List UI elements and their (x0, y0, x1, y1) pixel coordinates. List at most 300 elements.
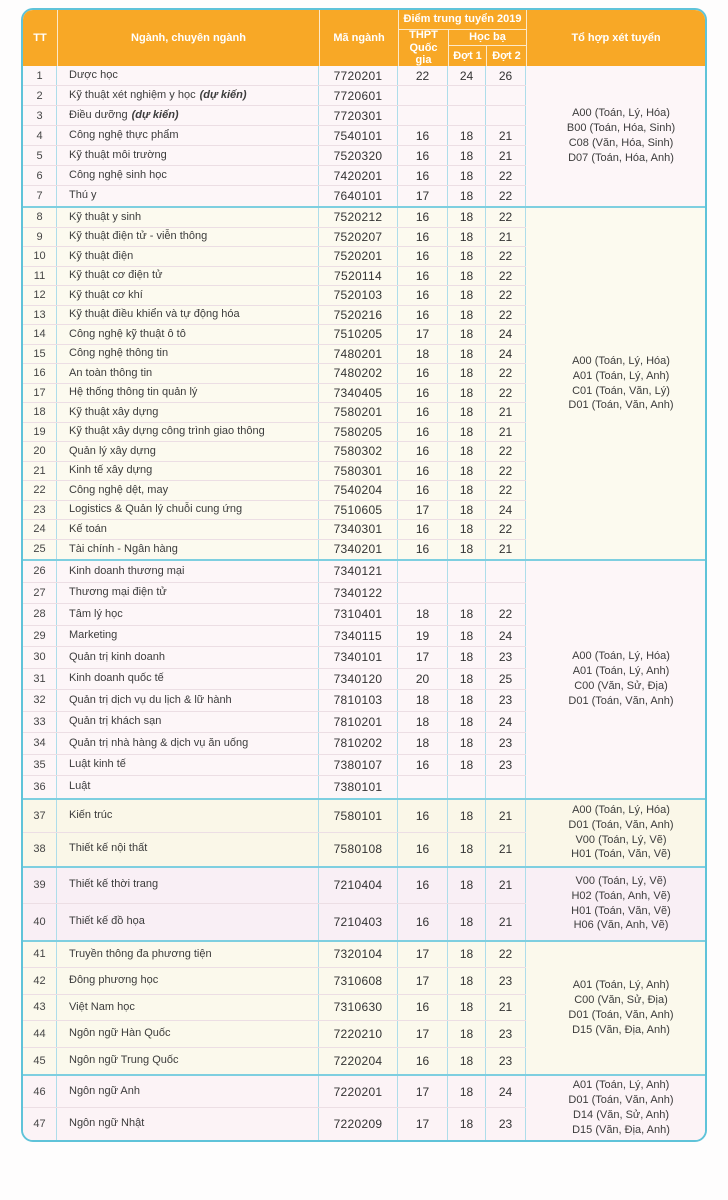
row-number: 41 (23, 942, 57, 968)
row-number: 44 (23, 1021, 57, 1047)
score-thpt: 17 (398, 647, 448, 668)
combo-item: H06 (Văn, Anh, Vẽ) (573, 919, 669, 932)
major-name-cell (57, 186, 319, 206)
row-number: 43 (23, 995, 57, 1021)
score-hocba-dot2: 24 (486, 345, 526, 364)
major-name-cell (57, 604, 319, 625)
table-row (23, 1021, 526, 1048)
major-code: 7310630 (319, 995, 398, 1021)
major-code: 7540204 (319, 481, 398, 500)
major-group-rows (23, 868, 526, 940)
major-name-cell (57, 481, 319, 500)
table-row (23, 904, 526, 940)
major-name-cell (57, 501, 319, 520)
combo-item: C08 (Văn, Hóa, Sinh) (568, 137, 674, 149)
score-hocba-dot1: 18 (448, 345, 486, 364)
score-hocba-dot1 (448, 583, 486, 604)
major-name-cell (57, 442, 319, 461)
major-code: 7340201 (319, 540, 398, 560)
table-body (23, 66, 705, 1140)
major-name: Kỹ thuật y sinh (69, 210, 142, 223)
row-number: 40 (23, 904, 57, 940)
score-thpt: 16 (398, 403, 448, 422)
score-hocba-dot2: 22 (486, 942, 526, 968)
major-code: 7220204 (319, 1048, 398, 1075)
major-code: 7480201 (319, 345, 398, 364)
score-hocba-dot2: 22 (486, 442, 526, 461)
combo-item: V00 (Toán, Lý, Vẽ) (575, 874, 667, 887)
score-thpt (398, 776, 448, 798)
table-row (23, 126, 526, 146)
score-hocba-dot1: 18 (448, 267, 486, 286)
score-hocba-dot2: 23 (486, 968, 526, 994)
admission-scores-table (21, 8, 707, 1142)
major-name: Kỹ thuật xét nghiệm y học (69, 88, 196, 101)
major-name-cell (57, 1108, 319, 1140)
row-number: 46 (23, 1076, 57, 1107)
row-number: 35 (23, 755, 57, 776)
major-code: 7380107 (319, 755, 398, 776)
score-thpt (398, 106, 448, 125)
table-row (23, 286, 526, 306)
row-number: 36 (23, 776, 57, 798)
score-thpt: 20 (398, 669, 448, 690)
combo-item: C00 (Văn, Sử, Địa) (574, 680, 668, 693)
major-name: Kỹ thuật điều khiển và tự động hóa (69, 308, 240, 321)
combo-item: D01 (Toán, Văn, Anh) (568, 818, 674, 831)
score-thpt: 18 (398, 712, 448, 733)
score-hocba-dot1: 18 (448, 384, 486, 403)
major-name-cell (57, 364, 319, 383)
major-code: 7340115 (319, 626, 398, 647)
score-hocba-dot1 (448, 776, 486, 798)
combo-item: C01 (Toán, Văn, Lý) (572, 384, 670, 397)
major-name-cell (57, 106, 319, 125)
major-code: 7810202 (319, 733, 398, 754)
row-number: 42 (23, 968, 57, 994)
table-row (23, 733, 526, 755)
score-hocba-dot1: 18 (448, 1048, 486, 1075)
table-row (23, 166, 526, 186)
major-group-rows (23, 66, 526, 206)
major-name: Marketing (69, 629, 118, 642)
major-code: 7520207 (319, 228, 398, 247)
score-hocba-dot2: 23 (486, 755, 526, 776)
row-number: 30 (23, 647, 57, 668)
major-code: 7420201 (319, 166, 398, 185)
major-name-cell (57, 942, 319, 968)
score-hocba-dot1 (448, 86, 486, 105)
major-code: 7520212 (319, 208, 398, 227)
score-thpt: 17 (398, 942, 448, 968)
score-hocba-dot1: 18 (448, 166, 486, 185)
score-hocba-dot2: 23 (486, 690, 526, 711)
table-row (23, 247, 526, 267)
score-hocba-dot2: 21 (486, 904, 526, 940)
combo-list (526, 800, 705, 866)
major-name: Quản trị dịch vụ du lịch & lữ hành (69, 693, 232, 706)
major-name-cell (57, 868, 319, 903)
major-name: Tâm lý học (69, 607, 123, 620)
score-thpt (398, 561, 448, 582)
row-number: 10 (23, 247, 57, 266)
major-name-cell (57, 626, 319, 647)
major-group (23, 66, 705, 206)
combo-item: D15 (Văn, Địa, Anh) (572, 1123, 670, 1136)
major-name: Kỹ thuật xây dựng (69, 405, 159, 418)
major-group (23, 866, 705, 940)
major-name-cell (57, 86, 319, 105)
score-hocba-dot2 (486, 776, 526, 798)
combo-list (526, 1076, 705, 1140)
row-number: 32 (23, 690, 57, 711)
table-row (23, 604, 526, 626)
row-number: 47 (23, 1108, 57, 1140)
score-hocba-dot1: 18 (448, 364, 486, 383)
score-hocba-dot2: 21 (486, 540, 526, 560)
header-to-hop: Tổ hợp xét tuyển (526, 10, 705, 66)
combo-item: C00 (Văn, Sử, Địa) (574, 993, 668, 1006)
score-thpt: 17 (398, 186, 448, 206)
combo-item: D15 (Văn, Địa, Anh) (572, 1023, 670, 1036)
score-hocba-dot1: 18 (448, 501, 486, 520)
major-code: 7340122 (319, 583, 398, 604)
score-hocba-dot2: 24 (486, 1076, 526, 1107)
table-row (23, 968, 526, 995)
score-thpt: 17 (398, 501, 448, 520)
major-name: Thiết kế đồ họa (69, 914, 145, 927)
major-group-rows (23, 800, 526, 866)
score-hocba-dot2: 22 (486, 364, 526, 383)
major-name-cell (57, 146, 319, 165)
major-code: 7520201 (319, 247, 398, 266)
row-number: 9 (23, 228, 57, 247)
major-name-cell (57, 904, 319, 940)
score-hocba-dot1: 18 (448, 423, 486, 442)
table-row (23, 86, 526, 106)
score-thpt: 17 (398, 1108, 448, 1140)
row-number: 4 (23, 126, 57, 145)
row-number: 6 (23, 166, 57, 185)
major-group-rows (23, 1076, 526, 1140)
major-name-cell (57, 995, 319, 1021)
score-thpt: 16 (398, 868, 448, 903)
major-name: Kỹ thuật cơ điện tử (69, 269, 163, 282)
score-hocba-dot2: 22 (486, 462, 526, 481)
score-hocba-dot2: 21 (486, 228, 526, 247)
combo-item: D14 (Văn, Sử, Anh) (572, 1109, 670, 1121)
major-group-rows (23, 561, 526, 798)
table-row (23, 942, 526, 969)
table-row (23, 501, 526, 521)
table-row (23, 267, 526, 287)
score-hocba-dot2: 22 (486, 166, 526, 185)
combo-item: V00 (Toán, Lý, Vẽ) (575, 833, 667, 846)
major-code: 7580301 (319, 462, 398, 481)
score-thpt: 16 (398, 384, 448, 403)
score-hocba-dot2 (486, 561, 526, 582)
major-name-cell (57, 647, 319, 668)
combo-item: H02 (Toán, Anh, Vẽ) (571, 889, 671, 902)
major-code: 7520114 (319, 267, 398, 286)
table-row (23, 384, 526, 404)
major-name: Kỹ thuật cơ khí (69, 288, 143, 301)
major-code: 7380101 (319, 776, 398, 798)
table-row (23, 647, 526, 669)
major-name: Thiết kế thời trang (69, 878, 159, 891)
score-hocba-dot1: 18 (448, 868, 486, 903)
score-thpt: 16 (398, 755, 448, 776)
table-row (23, 833, 526, 866)
major-name: Luật (69, 780, 91, 793)
combo-item: D01 (Toán, Văn, Anh) (568, 399, 674, 412)
score-hocba-dot2: 22 (486, 247, 526, 266)
score-hocba-dot2: 24 (486, 626, 526, 647)
row-number: 38 (23, 833, 57, 866)
score-hocba-dot2: 22 (486, 604, 526, 625)
row-number: 28 (23, 604, 57, 625)
row-number: 34 (23, 733, 57, 754)
major-name: Kỹ thuật môi trường (69, 148, 167, 161)
major-name: Kinh doanh thương mại (69, 564, 185, 577)
row-number: 14 (23, 325, 57, 344)
row-number: 16 (23, 364, 57, 383)
major-code: 7810201 (319, 712, 398, 733)
table-header (23, 10, 705, 66)
score-thpt: 17 (398, 968, 448, 994)
row-number: 29 (23, 626, 57, 647)
major-code: 7580302 (319, 442, 398, 461)
major-name-cell (57, 1048, 319, 1075)
score-hocba-dot1: 18 (448, 442, 486, 461)
combo-item: A00 (Toán, Lý, Hóa) (572, 803, 670, 816)
major-code: 7310608 (319, 968, 398, 994)
major-name-cell (57, 325, 319, 344)
major-code: 7210403 (319, 904, 398, 940)
row-number: 1 (23, 66, 57, 85)
score-hocba-dot1: 18 (448, 995, 486, 1021)
combo-item: D01 (Toán, Văn, Anh) (568, 1094, 674, 1107)
score-hocba-dot1: 18 (448, 626, 486, 647)
major-group-rows (23, 942, 526, 1075)
combo-item: A00 (Toán, Lý, Hóa) (572, 650, 670, 663)
score-thpt: 16 (398, 442, 448, 461)
major-code: 7480202 (319, 364, 398, 383)
major-name: Việt Nam học (69, 1000, 135, 1013)
major-name-cell (57, 561, 319, 582)
major-name-cell (57, 755, 319, 776)
row-number: 20 (23, 442, 57, 461)
row-number: 25 (23, 540, 57, 560)
major-name-cell (57, 247, 319, 266)
score-hocba-dot1: 18 (448, 325, 486, 344)
header-hoc-ba: Học bạ (448, 30, 526, 46)
combo-item: A00 (Toán, Lý, Hóa) (572, 107, 670, 120)
row-number: 45 (23, 1048, 57, 1075)
major-code: 7720601 (319, 86, 398, 105)
table-row (23, 690, 526, 712)
major-name: Kỹ thuật điện (69, 249, 134, 262)
table-row (23, 345, 526, 365)
combo-item: A01 (Toán, Lý, Anh) (572, 665, 670, 678)
header-nganh: Ngành, chuyên ngành (57, 10, 319, 66)
table-row (23, 423, 526, 443)
major-group (23, 1074, 705, 1140)
combo-item: A01 (Toán, Lý, Anh) (572, 1079, 670, 1092)
major-code: 7340101 (319, 647, 398, 668)
major-name-cell (57, 968, 319, 994)
score-hocba-dot1: 18 (448, 540, 486, 560)
row-number: 17 (23, 384, 57, 403)
major-name-cell (57, 403, 319, 422)
major-name-cell (57, 540, 319, 560)
score-hocba-dot2: 24 (486, 501, 526, 520)
major-code: 7340120 (319, 669, 398, 690)
score-thpt: 16 (398, 228, 448, 247)
major-code: 7540101 (319, 126, 398, 145)
major-name-cell (57, 733, 319, 754)
major-name: Quản trị khách sạn (69, 715, 162, 728)
row-number: 7 (23, 186, 57, 206)
score-hocba-dot2: 22 (486, 520, 526, 539)
major-name-cell (57, 800, 319, 832)
major-code: 7520103 (319, 286, 398, 305)
score-hocba-dot1: 18 (448, 1021, 486, 1047)
table-row (23, 364, 526, 384)
major-name: Quản trị kinh doanh (69, 650, 166, 663)
combo-item: H01 (Toán, Văn, Vẽ) (571, 904, 671, 917)
score-thpt: 16 (398, 1048, 448, 1075)
table-row (23, 995, 526, 1022)
major-name: Kỹ thuật điện tử - viễn thông (69, 230, 208, 243)
score-thpt: 16 (398, 267, 448, 286)
score-hocba-dot2: 21 (486, 403, 526, 422)
score-hocba-dot2: 21 (486, 146, 526, 165)
score-hocba-dot2: 22 (486, 306, 526, 325)
major-code: 7720201 (319, 66, 398, 85)
score-hocba-dot2: 22 (486, 481, 526, 500)
score-hocba-dot1: 18 (448, 146, 486, 165)
combo-item: B00 (Toán, Hóa, Sinh) (566, 122, 676, 135)
major-group (23, 940, 705, 1075)
row-number: 21 (23, 462, 57, 481)
score-hocba-dot1 (448, 106, 486, 125)
row-number: 13 (23, 306, 57, 325)
major-name: Công nghệ dệt, may (69, 483, 169, 496)
major-name-cell (57, 423, 319, 442)
score-thpt: 16 (398, 126, 448, 145)
score-thpt: 17 (398, 1021, 448, 1047)
row-number: 5 (23, 146, 57, 165)
major-code: 7810103 (319, 690, 398, 711)
score-thpt: 17 (398, 325, 448, 344)
score-thpt: 16 (398, 286, 448, 305)
score-hocba-dot2: 21 (486, 833, 526, 866)
score-hocba-dot2: 24 (486, 712, 526, 733)
header-ma-nganh: Mã ngành (319, 10, 398, 66)
major-code: 7340121 (319, 561, 398, 582)
score-thpt: 16 (398, 166, 448, 185)
major-name: Kinh doanh quốc tế (69, 672, 164, 685)
major-note: (dự kiến) (131, 108, 179, 121)
major-code: 7340405 (319, 384, 398, 403)
table-row (23, 325, 526, 345)
combo-list (526, 66, 705, 206)
major-name-cell (57, 1076, 319, 1107)
major-code: 7580205 (319, 423, 398, 442)
score-hocba-dot1: 18 (448, 942, 486, 968)
score-hocba-dot1: 18 (448, 604, 486, 625)
major-name: Thương mại điện tử (69, 586, 167, 599)
major-code: 7220210 (319, 1021, 398, 1047)
score-hocba-dot2: 21 (486, 423, 526, 442)
combo-item: D01 (Toán, Văn, Anh) (568, 1008, 674, 1021)
score-hocba-dot1: 18 (448, 1076, 486, 1107)
score-thpt: 22 (398, 66, 448, 85)
major-name-cell (57, 669, 319, 690)
major-code: 7510605 (319, 501, 398, 520)
major-name: Thiết kế nội thất (69, 842, 148, 855)
score-hocba-dot1: 18 (448, 462, 486, 481)
major-code: 7220209 (319, 1108, 398, 1140)
major-name: An toàn thông tin (69, 366, 153, 379)
score-hocba-dot1: 18 (448, 833, 486, 866)
major-name-cell (57, 66, 319, 85)
table-row (23, 540, 526, 560)
major-name-cell (57, 384, 319, 403)
table-row (23, 626, 526, 648)
major-name: Công nghệ kỹ thuật ô tô (69, 327, 186, 340)
major-code: 7510205 (319, 325, 398, 344)
score-hocba-dot1: 18 (448, 286, 486, 305)
major-name-cell (57, 520, 319, 539)
major-name-cell (57, 166, 319, 185)
row-number: 31 (23, 669, 57, 690)
row-number: 37 (23, 800, 57, 832)
score-hocba-dot1 (448, 561, 486, 582)
row-number: 19 (23, 423, 57, 442)
score-hocba-dot1: 18 (448, 800, 486, 832)
combo-list (526, 561, 705, 798)
major-code: 7210404 (319, 868, 398, 903)
major-code: 7310401 (319, 604, 398, 625)
row-number: 11 (23, 267, 57, 286)
score-hocba-dot2: 24 (486, 325, 526, 344)
score-hocba-dot1: 18 (448, 403, 486, 422)
row-number: 27 (23, 583, 57, 604)
major-name-cell (57, 228, 319, 247)
table-row (23, 106, 526, 126)
major-name-cell (57, 1021, 319, 1047)
score-thpt: 18 (398, 690, 448, 711)
score-hocba-dot2: 22 (486, 186, 526, 206)
score-thpt: 16 (398, 247, 448, 266)
score-hocba-dot2: 23 (486, 1048, 526, 1075)
major-name-cell (57, 712, 319, 733)
major-name-cell (57, 306, 319, 325)
major-name: Kỹ thuật xây dựng công trình giao thông (69, 425, 265, 438)
table-row (23, 186, 526, 206)
table-row (23, 712, 526, 734)
score-thpt: 16 (398, 462, 448, 481)
score-hocba-dot1: 18 (448, 1108, 486, 1140)
score-hocba-dot2: 21 (486, 126, 526, 145)
score-hocba-dot1: 18 (448, 712, 486, 733)
score-hocba-dot2 (486, 106, 526, 125)
score-thpt: 16 (398, 481, 448, 500)
major-name-cell (57, 833, 319, 866)
major-code: 7580201 (319, 403, 398, 422)
